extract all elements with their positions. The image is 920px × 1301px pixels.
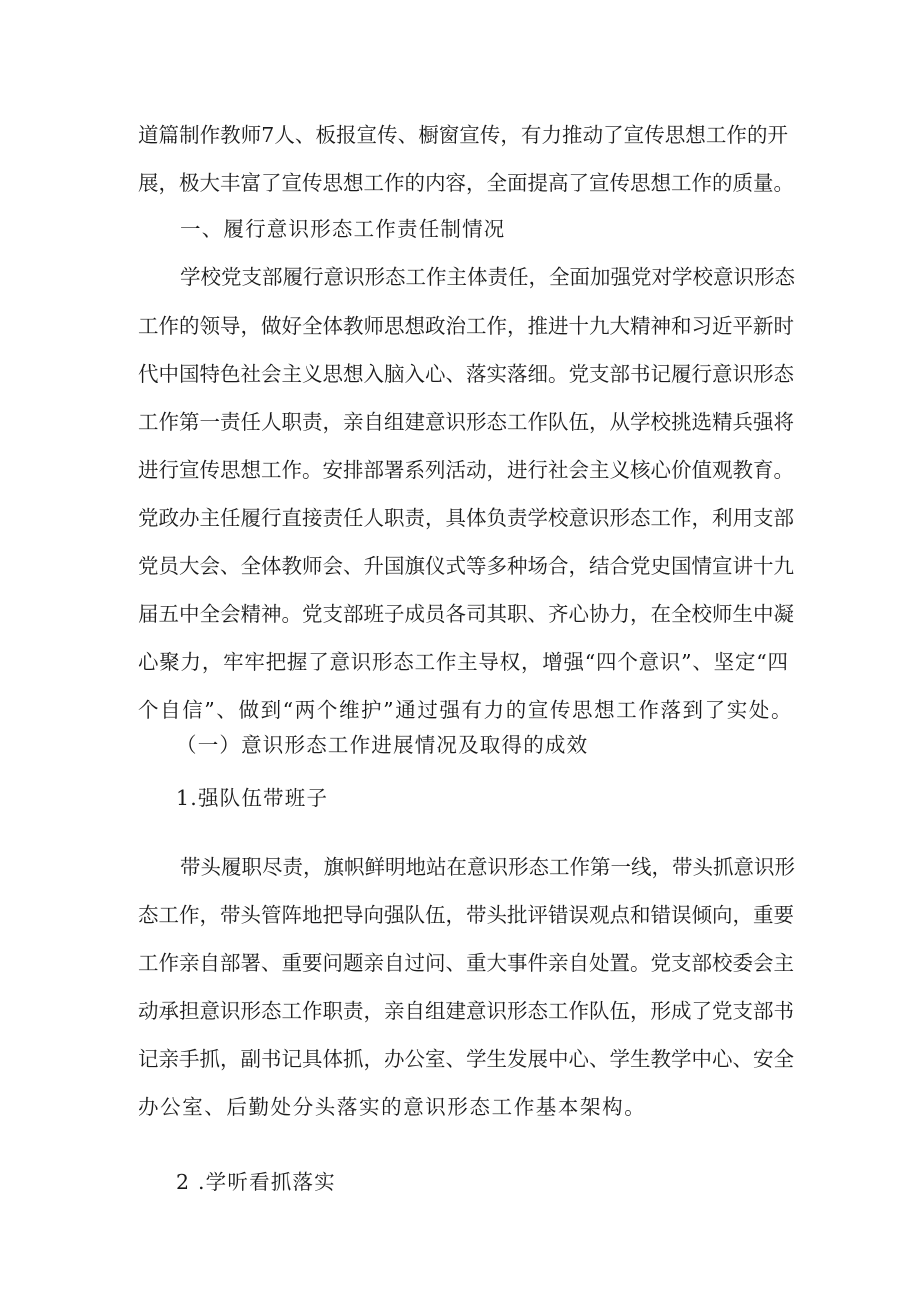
paragraph-line: 记亲手抓，副书记具体抓，办公室、学生发展中心、学生教学中心、安全 <box>138 1047 794 1071</box>
section-heading: 一、履行意识形态工作责任制情况 <box>180 217 506 241</box>
paragraph-line: 动承担意识形态工作职责，亲自组建意识形态工作队伍，形成了党支部书 <box>138 999 794 1023</box>
paragraph-line: 态工作，带头管阵地把导向强队伍，带头批评错误观点和错误倾向，重要 <box>138 903 794 927</box>
subsection-heading: （一）意识形态工作进展情况及取得的成效 <box>176 733 589 757</box>
paragraph-line: 学校党支部履行意识形态工作主体责任，全面加强党对学校意识形态 <box>180 265 795 289</box>
paragraph-line: 届五中全会精神。党支部班子成员各司其职、齐心协力，在全校师生中凝 <box>138 602 794 626</box>
item-heading: 2 .学听看抓落实 <box>176 1170 336 1194</box>
paragraph-line: 道篇制作教师7人、板报宣传、橱窗宣传，有力推动了宣传思想工作的开 <box>138 123 788 147</box>
paragraph-line: 心聚力，牢牢把握了意识形态工作主导权，增强“四个意识”、坚定“四 <box>138 650 788 674</box>
paragraph-line: 代中国特色社会主义思想入脑入心、落实落细。党支部书记履行意识形态 <box>138 362 794 386</box>
paragraph-line: 进行宣传思想工作。安排部署系列活动，进行社会主义核心价值观教育。 <box>138 458 794 482</box>
paragraph-line: 办公室、后勤处分头落实的意识形态工作基本架构。 <box>138 1095 647 1119</box>
paragraph-line: 带头履职尽责，旗帜鲜明地站在意识形态工作第一线，带头抓意识形 <box>180 855 795 879</box>
paragraph-line: 个自信”、做到“两个维护”通过强有力的宣传思想工作落到了实处。 <box>138 698 794 722</box>
paragraph-line: 工作的领导，做好全体教师思想政治工作，推进十九大精神和习近平新时 <box>138 314 794 338</box>
paragraph-line: 工作亲自部署、重要问题亲自过问、重大事件亲自处置。党支部校委会主 <box>138 951 794 975</box>
paragraph-line: 展，极大丰富了宣传思想工作的内容，全面提高了宣传思想工作的质量。 <box>138 171 794 195</box>
paragraph-line: 党政办主任履行直接责任人职责，具体负责学校意识形态工作，利用支部 <box>138 506 794 530</box>
item-heading: 1.强队伍带班子 <box>176 786 329 810</box>
paragraph-line: 工作第一责任人职责，亲自组建意识形态工作队伍，从学校挑选精兵强将 <box>138 410 794 434</box>
paragraph-line: 党员大会、全体教师会、升国旗仪式等多种场合，结合党史国情宣讲十九 <box>138 554 794 578</box>
